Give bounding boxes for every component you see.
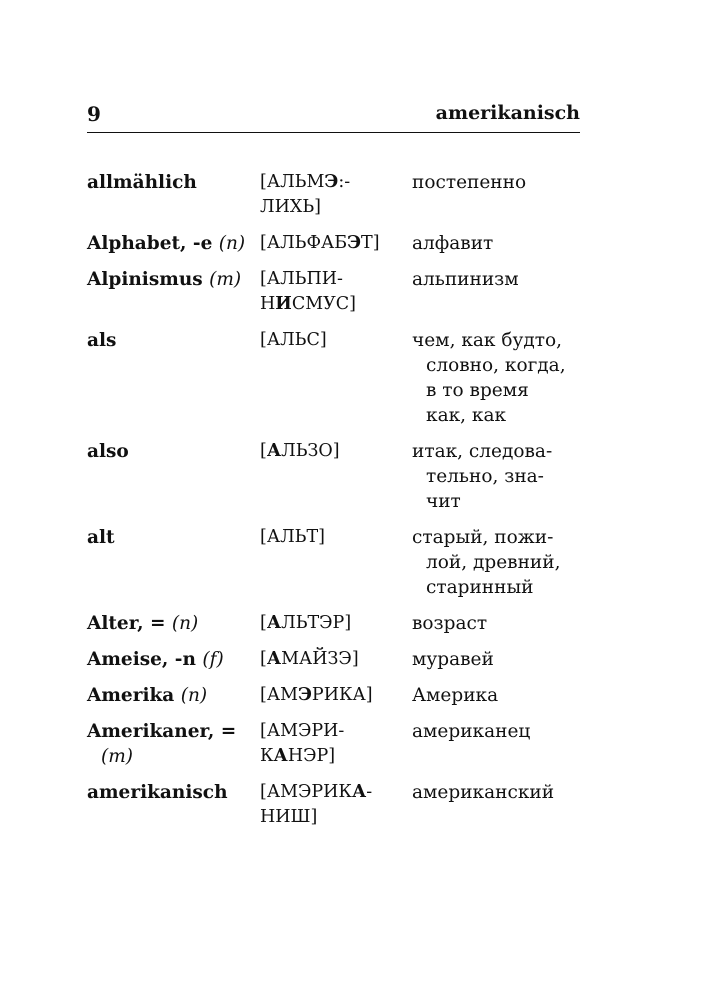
transcription-text: [АЛЬФАБ [260, 233, 348, 253]
page-header [87, 100, 580, 133]
transcription-text: Н [260, 294, 276, 314]
translation [412, 439, 587, 514]
headword-text: Alphabet, -e [87, 233, 219, 254]
stressed-letter: И [275, 294, 292, 314]
translation-line: американец [412, 721, 531, 742]
headword-text: Amerikaner, = [87, 721, 237, 742]
dictionary-entry [87, 439, 587, 514]
dictionary-entry [87, 780, 587, 830]
headword [87, 780, 260, 830]
headword-text: alt [87, 527, 115, 548]
transcription [260, 611, 412, 636]
grammar-label: (f) [202, 649, 224, 670]
transcription [260, 170, 412, 220]
translation [412, 780, 587, 830]
dictionary-entry [87, 525, 587, 600]
translation-line: возраст [412, 613, 488, 634]
dictionary-entry [87, 231, 587, 256]
translation-line: старинный [426, 577, 534, 598]
stressed-letter: А [273, 746, 288, 766]
grammar-label: (n) [218, 233, 246, 254]
transcription [260, 683, 412, 708]
translation-line: Америка [412, 685, 499, 706]
transcription-text: [АЛЬПИ- [260, 269, 343, 289]
translation-line: американский [412, 782, 555, 803]
headword-text: als [87, 330, 117, 351]
headword [87, 525, 260, 600]
stressed-letter: А [266, 649, 282, 669]
translation [412, 267, 587, 317]
headword-text: allmählich [87, 172, 197, 193]
dictionary-entry [87, 611, 587, 636]
transcription [260, 231, 412, 256]
headword-text: Amerika [87, 685, 181, 706]
transcription-text: ЛИХЬ] [260, 197, 321, 217]
transcription [260, 525, 412, 600]
headword [87, 231, 260, 256]
transcription-text: [АЛЬС] [260, 330, 327, 350]
transcription-text: НЭР] [287, 746, 336, 766]
stressed-letter: А [266, 613, 282, 633]
stressed-letter: Э [298, 685, 312, 705]
headword-text: amerikanisch [87, 782, 228, 803]
transcription-text: [ [260, 649, 267, 669]
page-number: 9 [87, 102, 101, 126]
headword [87, 719, 260, 769]
translation-line: как, как [426, 405, 507, 426]
translation-line: алфавит [412, 233, 494, 254]
transcription [260, 267, 412, 317]
dictionary-entry [87, 170, 587, 220]
running-head: amerikanisch [435, 102, 580, 124]
transcription-text: НИШ] [260, 807, 318, 827]
translation-line: в то время [426, 380, 529, 401]
translation-line: старый, пожи- [412, 527, 554, 548]
transcription [260, 439, 412, 514]
headword [87, 267, 260, 317]
transcription [260, 719, 412, 769]
grammar-label: (m) [101, 746, 133, 767]
translation-line: муравей [412, 649, 494, 670]
transcription-text: ЛЬТЭР] [281, 613, 352, 633]
transcription [260, 780, 412, 830]
transcription-text: СМУС] [291, 294, 356, 314]
translation [412, 647, 587, 672]
headword-text: Ameise, -n [87, 649, 203, 670]
translation-line: тельно, зна- [426, 466, 544, 487]
dictionary-entry [87, 719, 587, 769]
dictionary-entry [87, 683, 587, 708]
transcription-text: РИКА] [311, 685, 373, 705]
transcription-text: :- [338, 172, 351, 192]
grammar-label: (n) [180, 685, 208, 706]
headword [87, 170, 260, 220]
transcription-text: [АЛЬТ] [260, 527, 325, 547]
translation-line: лой, древний, [426, 552, 561, 573]
headword [87, 611, 260, 636]
headword [87, 328, 260, 428]
dictionary-entry [87, 647, 587, 672]
headword-text: Alpinismus [87, 269, 210, 290]
dictionary-entry [87, 267, 587, 317]
headword-text: also [87, 441, 129, 462]
grammar-label: (n) [171, 613, 199, 634]
translation-line: альпинизм [412, 269, 519, 290]
transcription-text: Т] [361, 233, 380, 253]
entry-list [87, 170, 587, 841]
transcription-text: [АМЭРИ- [260, 721, 345, 741]
transcription-text: [АМЭРИК [260, 782, 352, 802]
translation-line: постепенно [412, 172, 527, 193]
grammar-label: (m) [209, 269, 242, 290]
headword-text: Alter, = [87, 613, 172, 634]
stressed-letter: Э [324, 172, 339, 192]
transcription [260, 328, 412, 428]
translation [412, 170, 587, 220]
translation [412, 683, 587, 708]
translation-line: чит [426, 491, 461, 512]
translation [412, 719, 587, 769]
transcription-text: [ [260, 441, 267, 461]
translation [412, 328, 587, 428]
transcription-text: - [366, 782, 373, 802]
headword [87, 439, 260, 514]
transcription-text: ЛЬЗО] [281, 441, 340, 461]
transcription [260, 647, 412, 672]
translation-line: словно, когда, [426, 355, 566, 376]
translation [412, 231, 587, 256]
transcription-text: [АМ [260, 685, 298, 705]
translation-line: итак, следова- [412, 441, 553, 462]
transcription-text: К [260, 746, 274, 766]
stressed-letter: А [266, 441, 282, 461]
transcription-text: МАЙЗЭ] [281, 649, 359, 669]
translation-line: чем, как будто, [412, 330, 563, 351]
headword [87, 683, 260, 708]
stressed-letter: Э [347, 233, 362, 253]
headword [87, 647, 260, 672]
translation [412, 611, 587, 636]
stressed-letter: А [351, 782, 367, 802]
translation [412, 525, 587, 600]
dictionary-entry [87, 328, 587, 428]
transcription-text: [ [260, 613, 267, 633]
transcription-text: [АЛЬМ [260, 172, 325, 192]
